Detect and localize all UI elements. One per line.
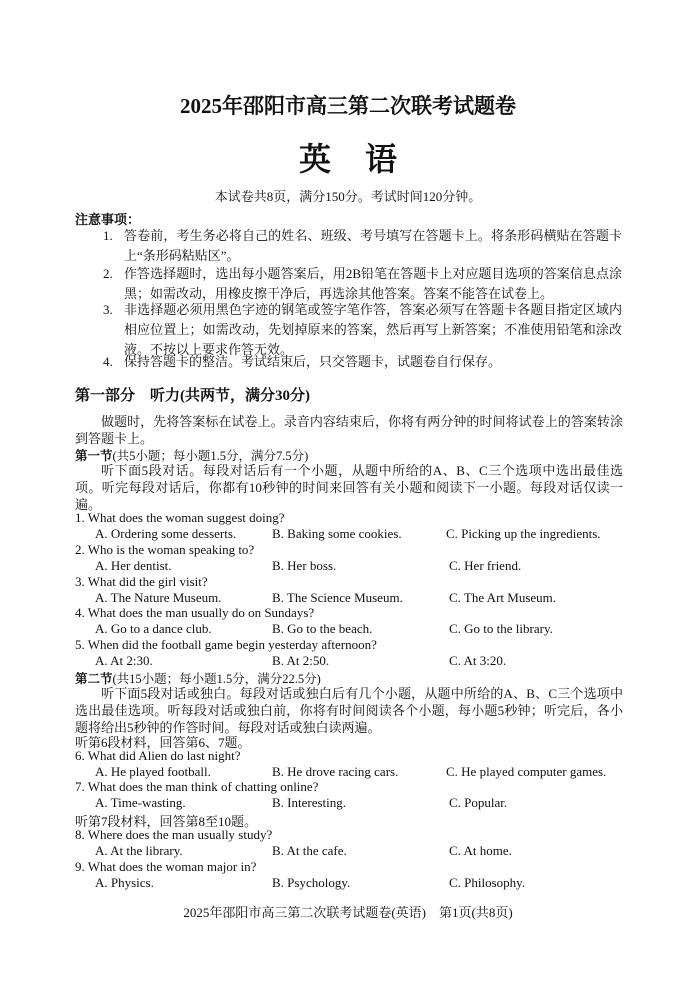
option-c[interactable]: C. Go to the library. [449,621,553,636]
option-a[interactable]: A. Physics. [95,875,154,890]
subject-title: 英语 [298,141,431,177]
option-c[interactable]: C. At 3:20. [449,653,507,668]
question-text: 9. What does the woman major in? [75,859,257,874]
question-text: 7. What does the man think of chatting online? [75,779,319,794]
page-footer: 2025年邵阳市高三第二次联考试题卷(英语) 第1页(共8页) [183,905,513,920]
notice-number: 2. [103,266,113,281]
option-c[interactable]: C. Her friend. [449,558,522,573]
exam-info: 本试卷共8页，满分150分。考试时间120分钟。 [214,189,482,204]
option-a[interactable]: A. He played football. [95,764,211,779]
option-b[interactable]: B. The Science Museum. [272,590,403,605]
option-b[interactable]: B. Baking some cookies. [272,526,402,541]
material-instruction: 听第7段材料，回答第8至10题。 [75,814,258,829]
option-b[interactable]: B. At 2:50. [272,653,330,668]
option-b[interactable]: B. He drove racing cars. [272,764,399,779]
material-instruction: 听第6段材料，回答第6、7题。 [75,735,251,750]
option-b[interactable]: B. Her boss. [272,558,337,573]
question-text: 3. What did the girl visit? [75,574,208,589]
notice-number: 3. [103,302,113,317]
question-text: 4. What does the man usually do on Sundays? [75,605,315,620]
option-c[interactable]: C. He played computer games. [446,764,607,779]
section2-detail: (共15小题；每小题1.5分，满分22.5分) [112,672,321,686]
exam-title: 2025年邵阳市高三第二次联考试题卷 [180,94,516,118]
option-b[interactable]: B. Go to the beach. [272,621,373,636]
option-b[interactable]: B. At the cafe. [272,843,347,858]
option-b[interactable]: B. Interesting. [272,795,347,810]
option-c[interactable]: C. Philosophy. [449,875,526,890]
question-text: 8. Where does the man usually study? [75,827,273,842]
section1-detail: (共5小题；每小题1.5分，满分7.5分) [112,449,309,463]
notice-heading: 注意事项： [75,212,141,227]
option-a[interactable]: A. Her dentist. [95,558,172,573]
option-a[interactable]: A. Go to a dance club. [95,621,212,636]
option-a[interactable]: A. The Nature Museum. [95,590,222,605]
option-b[interactable]: B. Psychology. [272,875,351,890]
option-c[interactable]: C. Picking up the ingredients. [446,526,601,541]
option-a[interactable]: A. Time-wasting. [95,795,186,810]
option-a[interactable]: A. Ordering some desserts. [95,526,237,541]
option-c[interactable]: C. The Art Museum. [449,590,557,605]
section2-instruction: 听下面5段对话或独白。每段对话或独白后有几个小题，从题中所给的A、B、C三个选项中选出最佳选项。听每段对话或独白前，你将有时间阅读各个小题，每小题5秒钟；听完后，各小题将给出5秒钟的作答时间。每段对话或独白读两遍。 [75,686,623,735]
notice-text: 保持答题卡的整洁。考试结束后，只交答题卡，试题卷自行保存。 [124,354,502,369]
option-c[interactable]: C. At home. [449,843,512,858]
option-c[interactable]: C. Popular. [449,795,508,810]
option-a[interactable]: A. At 2:30. [95,653,153,668]
section1-instruction: 听下面5段对话。每段对话后有一个小题，从题中所给的A、B、C三个选项中选出最佳选项。听完每段对话后，你都有10秒钟的时间来回答有关小题和阅读下一小题。每段对话仅读一遍。 [75,463,623,512]
question-text: 1. What does the woman suggest doing? [75,510,285,525]
notice-text: 作答选择题时，选出每小题答案后，用2B铅笔在答题卡上对应题目选项的答案信息点涂黑；如需改动，用橡皮擦干净后，再选涂其他答案。答案不能答在试卷上。 [124,266,622,301]
section2-label: 第二节 [75,672,113,686]
notice-number: 1. [103,228,113,243]
notice-number: 4. [103,354,113,369]
option-a[interactable]: A. At the library. [95,843,183,858]
notice-text: 非选择题必须用黑色字迹的钢笔或签字笔作答，答案必须写在答题卡各题目指定区域内相应位置上；如需改动，先划掉原来的答案，然后再写上新答案；不准使用铅笔和涂改液。不按以上要求作答无效。 [124,302,622,357]
section1-label: 第一节 [75,449,113,463]
part1-title: 第一部分 听力(共两节，满分30分) [75,388,310,404]
part1-intro: 做题时，先将答案标在试卷上。录音内容结束后，你将有两分钟的时间将试卷上的答案转涂到答题卡上。 [75,414,623,446]
question-text: 5. When did the football game begin yesterday afternoon? [75,637,377,652]
question-text: 2. Who is the woman speaking to? [75,542,255,557]
notice-text: 答卷前，考生务必将自己的姓名、班级、考号填写在答题卡上。将条形码横贴在答题卡上“条形码粘贴区”。 [124,228,622,263]
question-text: 6. What did Alien do last night? [75,748,241,763]
